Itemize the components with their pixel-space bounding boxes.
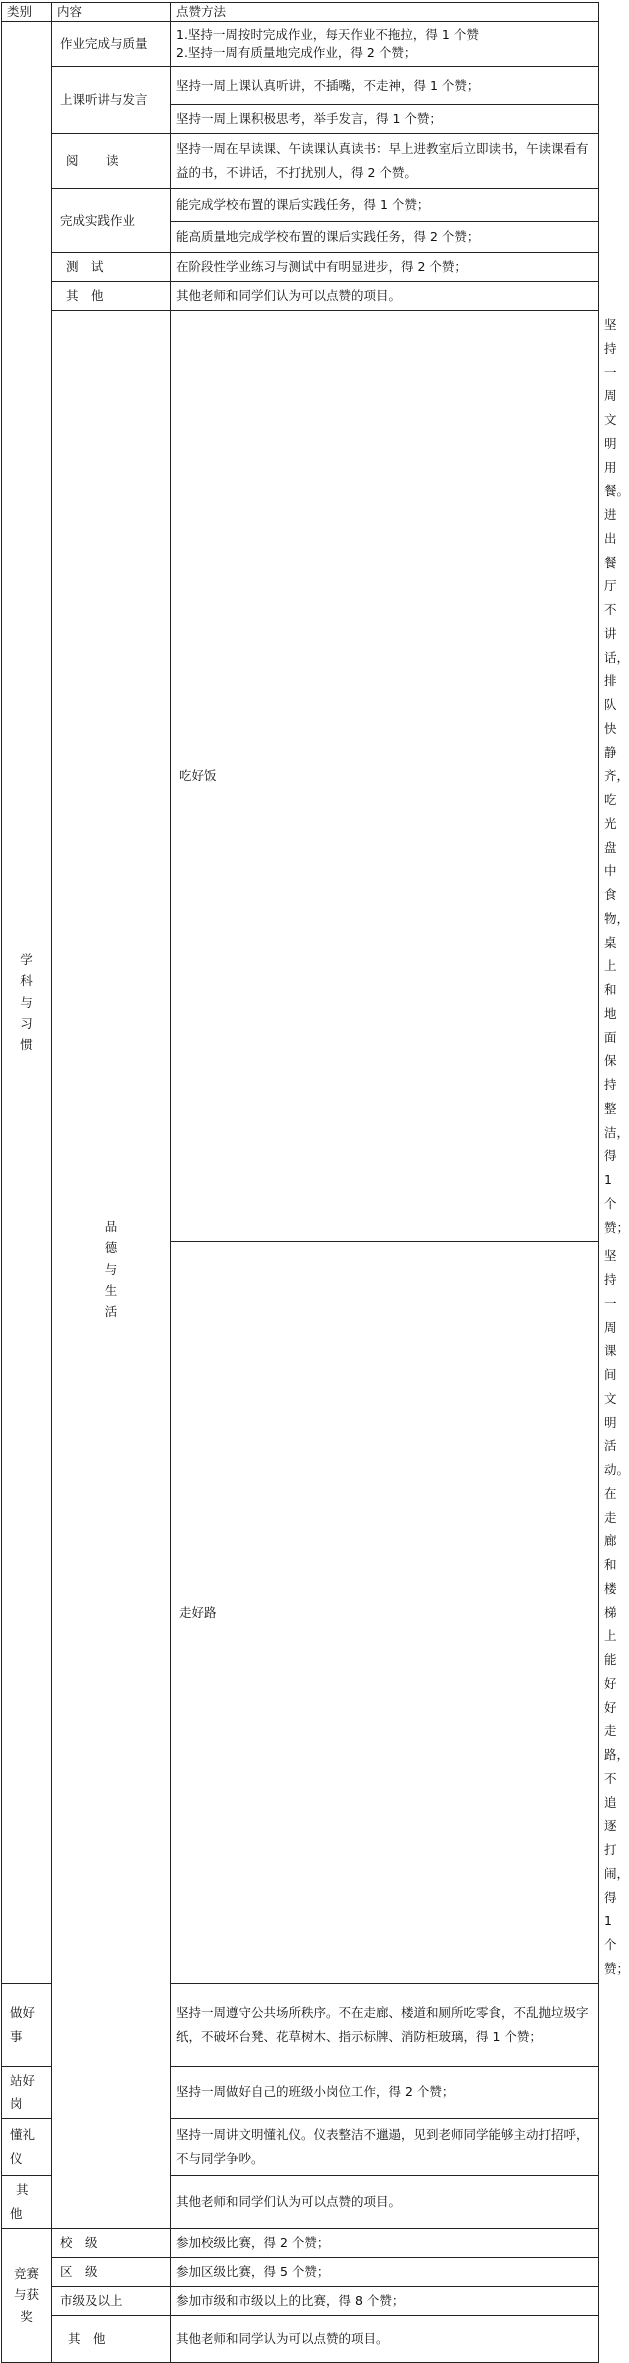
table-row xyxy=(2,67,599,105)
method-cell: 参加区级比赛，得 5 个赞； xyxy=(171,2257,599,2286)
item-label: 测 试 xyxy=(66,259,104,275)
method-line: 1.坚持一周按时完成作业，每天作业不拖拉，得 1 个赞 xyxy=(176,26,479,42)
header-method: 点赞方法 xyxy=(171,3,599,22)
item-cell xyxy=(52,253,171,282)
table-row: 品德与生活 吃好饭 坚持一周文明用餐。进出餐厅不讲话，排队快静齐，吃光盘中食物，桌上和地面保持整洁，得 1 个赞； xyxy=(2,311,599,1242)
category-label: 品德与生活 xyxy=(104,1219,118,1320)
method-cell: 能完成学校布置的课后实践任务，得 1 个赞； xyxy=(171,189,599,222)
method-cell xyxy=(171,22,599,67)
table-row xyxy=(2,2286,599,2315)
item-cell xyxy=(52,2315,171,2362)
method-cell: 其他老师和同学们认为可以点赞的项目。 xyxy=(171,282,599,311)
method-cell: 参加市级和市级以上的比赛，得 8 个赞； xyxy=(171,2286,599,2315)
method-cell: 坚持一周讲文明懂礼仪。仪表整洁不邋遢，见到老师同学能够主动打招呼，不与同学争吵。 xyxy=(171,2119,599,2176)
table-row xyxy=(2,189,599,222)
method-cell: 坚持一周做好自己的班级小岗位工作，得 2 个赞； xyxy=(171,2066,599,2119)
item-cell: 作业完成与质量 xyxy=(52,22,171,67)
item-cell xyxy=(2,2176,52,2229)
item-cell: 完成实践作业 xyxy=(52,189,171,253)
table-row xyxy=(2,134,599,189)
item-cell: 站好岗 xyxy=(2,2066,52,2119)
category-label: 竞赛与获奖 xyxy=(13,2266,39,2324)
table-row xyxy=(2,253,599,282)
item-label: 其 他 xyxy=(66,288,104,304)
item-cell: 懂礼仪 xyxy=(2,2119,52,2176)
table-row xyxy=(2,2228,599,2257)
table-row: 走好路 坚持一周课间文明活动。在走廊和楼梯上能好好走路，不追逐打闹，得 1 个赞； xyxy=(2,1242,599,1983)
method-cell: 坚持一周遵守公共场所秩序。不在走廊、楼道和厕所吃零食，不乱抛垃圾字纸，不破坏台凳、花草树木、指示标牌、消防柜玻璃，得 1 个赞； xyxy=(171,1983,599,2066)
method-line: 2.坚持一周有质量地完成作业，得 2 个赞； xyxy=(176,45,417,60)
method-cell: 坚持一周上课认真听讲，不插嘴，不走神，得 1 个赞； xyxy=(171,67,599,105)
method-cell: 参加校级比赛，得 2 个赞； xyxy=(171,2228,599,2257)
item-cell: 走好路 xyxy=(171,1242,599,1983)
item-cell: 区 级 xyxy=(52,2257,171,2286)
category-label: 学科与习惯 xyxy=(20,952,33,1053)
item-cell: 做好事 xyxy=(2,1983,52,2066)
item-cell xyxy=(52,134,171,189)
table-row xyxy=(2,22,599,67)
method-cell: 坚持一周在早读课、午读课认真读书：早上进教室后立即读书，午读课看有益的书，不讲话，不打扰别人，得 2 个赞。 xyxy=(171,134,599,189)
item-cell: 校 级 xyxy=(52,2228,171,2257)
header-category: 类别 xyxy=(2,3,52,22)
table-row xyxy=(2,2257,599,2286)
item-cell xyxy=(52,282,171,311)
table-row xyxy=(2,2315,599,2362)
method-cell: 其他老师和同学认为可以点赞的项目。 xyxy=(171,2315,599,2362)
header-content: 内容 xyxy=(52,3,171,22)
category-cell xyxy=(2,2228,52,2362)
item-cell: 市级及以上 xyxy=(52,2286,171,2315)
method-cell: 坚持一周上课积极思考，举手发言，得 1 个赞； xyxy=(171,105,599,134)
praise-table xyxy=(1,2,629,2363)
method-cell: 能高质量地完成学校布置的课后实践任务，得 2 个赞； xyxy=(171,222,599,253)
method-cell: 其他老师和同学们认为可以点赞的项目。 xyxy=(171,2176,599,2229)
item-label: 其 他 xyxy=(68,2330,106,2346)
header-row xyxy=(2,3,599,22)
category-cell xyxy=(2,22,52,1984)
item-cell: 吃好饭 xyxy=(171,311,599,1242)
category-cell xyxy=(52,311,171,2229)
item-label: 阅 读 xyxy=(66,153,127,169)
method-cell: 在阶段性学业练习与测试中有明显进步，得 2 个赞； xyxy=(171,253,599,282)
table-row xyxy=(2,282,599,311)
item-cell: 上课听讲与发言 xyxy=(52,67,171,134)
item-label: 其 他 xyxy=(10,2182,42,2221)
